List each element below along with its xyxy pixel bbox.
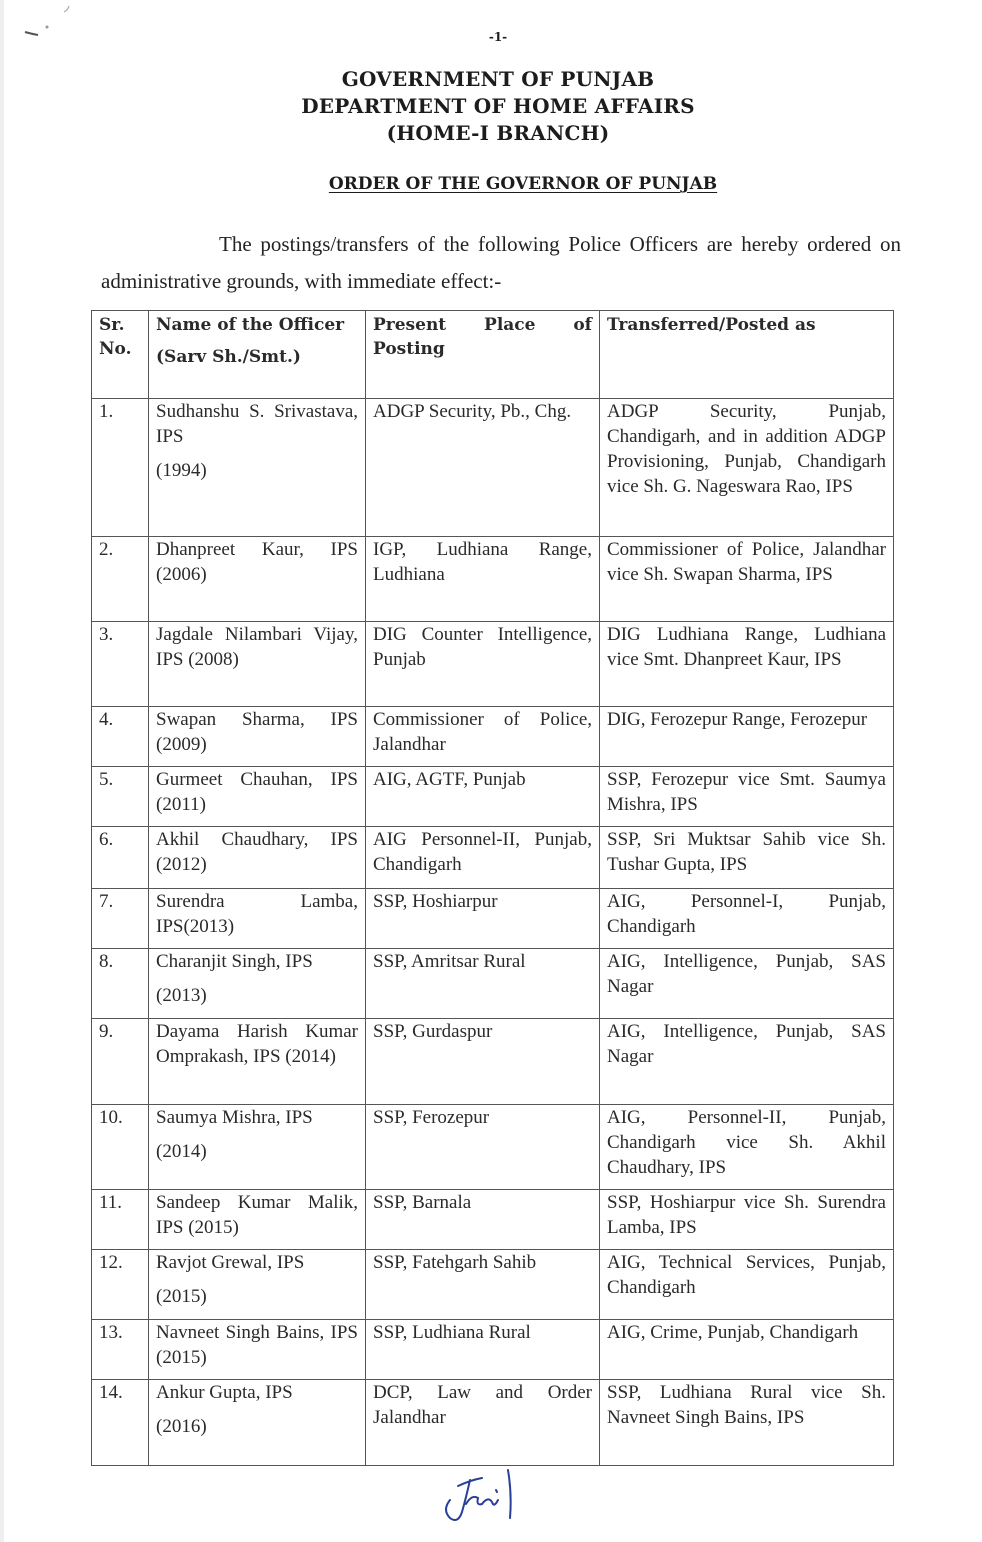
- document-header: [0, 66, 982, 147]
- cell-transferred-as: [600, 1250, 894, 1320]
- cell-transferred-as-text: AIG, Technical Services, Punjab, Chandigarh: [607, 1252, 886, 1298]
- cell-transferred-as-text: SSP, Ludhiana Rural vice Sh. Navneet Singh Bains, IPS: [607, 1382, 886, 1428]
- cell-sr-no: [92, 707, 149, 767]
- table-body: [92, 399, 894, 1466]
- cell-officer-name: [149, 827, 366, 889]
- cell-present-posting-text: AIG, AGTF, Punjab: [373, 769, 526, 790]
- table-row: [92, 707, 894, 767]
- cell-present-posting-text: SSP, Barnala: [373, 1192, 472, 1213]
- cell-present-posting-text: SSP, Ferozepur: [373, 1107, 490, 1128]
- cell-present-posting-text: DIG Counter Intelligence, Punjab: [373, 624, 592, 670]
- cell-sr-no-text: 3.: [99, 624, 114, 645]
- header-name-sub: (Sarv Sh./Smt.): [156, 347, 301, 367]
- handwritten-signature-icon: [436, 1464, 526, 1534]
- cell-sr-no-text: 7.: [99, 891, 114, 912]
- cell-officer-name: [149, 889, 366, 949]
- cell-officer-name: [149, 767, 366, 827]
- cell-transferred-as: [600, 949, 894, 1019]
- cell-present-posting: [366, 537, 600, 622]
- cell-sr-no: [92, 889, 149, 949]
- cell-sr-no: [92, 1380, 149, 1466]
- table-header-row: [92, 311, 894, 399]
- table-row: [92, 537, 894, 622]
- cell-sr-no-text: 8.: [99, 951, 114, 972]
- cell-sr-no-text: 13.: [99, 1322, 123, 1343]
- header-sr-no: Sr. No.: [92, 311, 149, 399]
- cell-transferred-as-text: AIG, Personnel-I, Punjab, Chandigarh: [607, 891, 886, 937]
- cell-officer-name-text: Dhanpreet Kaur, IPS (2006): [156, 539, 358, 585]
- cell-present-posting-text: IGP, Ludhiana Range, Ludhiana: [373, 539, 592, 585]
- cell-officer-batch: (2015): [156, 1286, 207, 1307]
- cell-present-posting-text: AIG Personnel-II, Punjab, Chandigarh: [373, 829, 592, 875]
- cell-sr-no: [92, 622, 149, 707]
- cell-transferred-as: [600, 827, 894, 889]
- table-row: [92, 767, 894, 827]
- header-government: GOVERNMENT OF PUNJAB: [341, 67, 655, 91]
- header-transferred: Transferred/Posted as: [600, 311, 894, 399]
- cell-officer-name: [149, 537, 366, 622]
- cell-transferred-as-text: AIG, Personnel-II, Punjab, Chandigarh vice Sh. Akhil Chaudhary, IPS: [607, 1107, 886, 1178]
- cell-officer-name-text: Sudhanshu S. Srivastava, IPS: [156, 401, 358, 447]
- cell-transferred-as-text: AIG, Intelligence, Punjab, SAS Nagar: [607, 1021, 886, 1067]
- cell-officer-name-text: Jagdale Nilambari Vijay, IPS (2008): [156, 624, 358, 670]
- cell-transferred-as: [600, 537, 894, 622]
- cell-present-posting-text: SSP, Amritsar Rural: [373, 951, 526, 972]
- cell-transferred-as: [600, 707, 894, 767]
- cell-present-posting: [366, 622, 600, 707]
- cell-transferred-as: [600, 1380, 894, 1466]
- cell-sr-no: [92, 1105, 149, 1190]
- cell-officer-name-text: Ravjot Grewal, IPS: [156, 1252, 305, 1273]
- cell-officer-name: [149, 1250, 366, 1320]
- cell-officer-name-text: Navneet Singh Bains, IPS (2015): [156, 1322, 358, 1368]
- cell-sr-no: [92, 827, 149, 889]
- cell-sr-no-text: 4.: [99, 709, 114, 730]
- cell-sr-no-text: 6.: [99, 829, 114, 850]
- cell-officer-name: [149, 1190, 366, 1250]
- cell-present-posting: [366, 1380, 600, 1466]
- cell-present-posting: [366, 707, 600, 767]
- cell-present-posting: [366, 1320, 600, 1380]
- cell-transferred-as: [600, 1320, 894, 1380]
- cell-transferred-as-text: DIG Ludhiana Range, Ludhiana vice Smt. Dhanpreet Kaur, IPS: [607, 624, 886, 670]
- cell-present-posting-text: SSP, Fatehgarh Sahib: [373, 1252, 537, 1273]
- cell-present-posting: [366, 949, 600, 1019]
- cell-officer-name: [149, 1105, 366, 1190]
- cell-officer-batch: (2016): [156, 1416, 207, 1437]
- cell-officer-name: [149, 399, 366, 537]
- cell-sr-no-text: 2.: [99, 539, 114, 560]
- cell-officer-name-text: Dayama Harish Kumar Omprakash, IPS (2014): [156, 1021, 358, 1067]
- cell-present-posting: [366, 1190, 600, 1250]
- cell-officer-name: [149, 949, 366, 1019]
- cell-transferred-as: [600, 889, 894, 949]
- cell-transferred-as-text: SSP, Ferozepur vice Smt. Saumya Mishra, IPS: [607, 769, 886, 815]
- cell-transferred-as: [600, 1105, 894, 1190]
- cell-transferred-as: [600, 767, 894, 827]
- cell-sr-no: [92, 1190, 149, 1250]
- cell-transferred-as: [600, 1019, 894, 1105]
- cell-sr-no: [92, 1250, 149, 1320]
- cell-sr-no-text: 14.: [99, 1382, 123, 1403]
- header-name: [149, 311, 366, 399]
- cell-sr-no-text: 10.: [99, 1107, 123, 1128]
- table-row: [92, 889, 894, 949]
- header-department: DEPARTMENT OF HOME AFFAIRS: [301, 94, 695, 118]
- cell-transferred-as-text: SSP, Sri Muktsar Sahib vice Sh. Tushar Gupta, IPS: [607, 829, 886, 875]
- cell-officer-name-text: Charanjit Singh, IPS: [156, 951, 313, 972]
- cell-present-posting: [366, 889, 600, 949]
- cell-present-posting: [366, 1105, 600, 1190]
- cell-sr-no-text: 9.: [99, 1021, 114, 1042]
- cell-present-posting-text: SSP, Ludhiana Rural: [373, 1322, 531, 1343]
- cell-officer-name: [149, 1380, 366, 1466]
- cell-officer-name-text: Akhil Chaudhary, IPS (2012): [156, 829, 358, 875]
- header-name-label: Name of the Officer: [156, 315, 345, 335]
- order-title: ORDER OF THE GOVERNOR OF PUNJAB: [328, 174, 718, 194]
- cell-transferred-as-text: Commissioner of Police, Jalandhar vice Sh. Swapan Sharma, IPS: [607, 539, 886, 585]
- cell-officer-name-text: Gurmeet Chauhan, IPS (2011): [156, 769, 358, 815]
- cell-present-posting-text: SSP, Hoshiarpur: [373, 891, 498, 912]
- table-row: [92, 1190, 894, 1250]
- cell-officer-batch: (2014): [156, 1141, 207, 1162]
- cell-present-posting-text: DCP, Law and Order Jalandhar: [373, 1382, 592, 1428]
- cell-officer-batch: (1994): [156, 460, 207, 481]
- cell-transferred-as-text: AIG, Intelligence, Punjab, SAS Nagar: [607, 951, 886, 997]
- cell-officer-name-text: Sandeep Kumar Malik, IPS (2015): [156, 1192, 358, 1238]
- postings-table: [91, 310, 894, 1466]
- table-row: [92, 1105, 894, 1190]
- page-number: -1-: [488, 30, 508, 44]
- header-branch: (HOME-I BRANCH): [386, 121, 610, 145]
- table-row: [92, 827, 894, 889]
- cell-officer-name: [149, 622, 366, 707]
- cell-transferred-as: [600, 399, 894, 537]
- cell-transferred-as-text: DIG, Ferozepur Range, Ferozepur: [607, 709, 868, 730]
- cell-sr-no-text: 5.: [99, 769, 114, 790]
- cell-sr-no: [92, 399, 149, 537]
- table-row: [92, 1019, 894, 1105]
- cell-officer-name: [149, 1019, 366, 1105]
- table-row: [92, 622, 894, 707]
- cell-sr-no-text: 12.: [99, 1252, 123, 1273]
- header-present-posting: Present Place of Posting: [366, 311, 600, 399]
- scan-edge: [0, 0, 4, 1542]
- cell-officer-name-text: Surendra Lamba, IPS(2013): [156, 891, 358, 937]
- cell-sr-no: [92, 949, 149, 1019]
- cell-sr-no: [92, 1320, 149, 1380]
- cell-present-posting: [366, 767, 600, 827]
- cell-sr-no-text: 1.: [99, 401, 114, 422]
- cell-transferred-as: [600, 1190, 894, 1250]
- table-row: [92, 1380, 894, 1466]
- cell-transferred-as-text: SSP, Hoshiarpur vice Sh. Surendra Lamba, IPS: [607, 1192, 886, 1238]
- cell-present-posting-text: Commissioner of Police, Jalandhar: [373, 709, 592, 755]
- table-row: [92, 949, 894, 1019]
- cell-present-posting: [366, 399, 600, 537]
- table-row: [92, 1320, 894, 1380]
- cell-present-posting-text: ADGP Security, Pb., Chg.: [373, 401, 572, 422]
- cell-present-posting: [366, 827, 600, 889]
- cell-present-posting: [366, 1250, 600, 1320]
- cell-officer-name-text: Swapan Sharma, IPS (2009): [156, 709, 358, 755]
- cell-transferred-as: [600, 622, 894, 707]
- cell-sr-no-text: 11.: [99, 1192, 123, 1213]
- cell-officer-name-text: Ankur Gupta, IPS: [156, 1382, 293, 1403]
- cell-transferred-as-text: AIG, Crime, Punjab, Chandigarh: [607, 1322, 859, 1343]
- cell-officer-batch: (2013): [156, 985, 207, 1006]
- intro-paragraph: The postings/transfers of the following Police Officers are hereby ordered on administrative grounds, with immediate effect:-: [101, 232, 901, 293]
- cell-sr-no: [92, 1019, 149, 1105]
- table-row: [92, 399, 894, 537]
- cell-present-posting-text: SSP, Gurdaspur: [373, 1021, 493, 1042]
- cell-transferred-as-text: ADGP Security, Punjab, Chandigarh, and in addition ADGP Provisioning, Punjab, Chandigarh vice Sh. G. Nageswara Rao, IPS: [607, 401, 886, 497]
- cell-officer-name: [149, 707, 366, 767]
- cell-sr-no: [92, 767, 149, 827]
- cell-officer-name: [149, 1320, 366, 1380]
- cell-sr-no: [92, 537, 149, 622]
- cell-officer-name-text: Saumya Mishra, IPS: [156, 1107, 313, 1128]
- table-row: [92, 1250, 894, 1320]
- cell-present-posting: [366, 1019, 600, 1105]
